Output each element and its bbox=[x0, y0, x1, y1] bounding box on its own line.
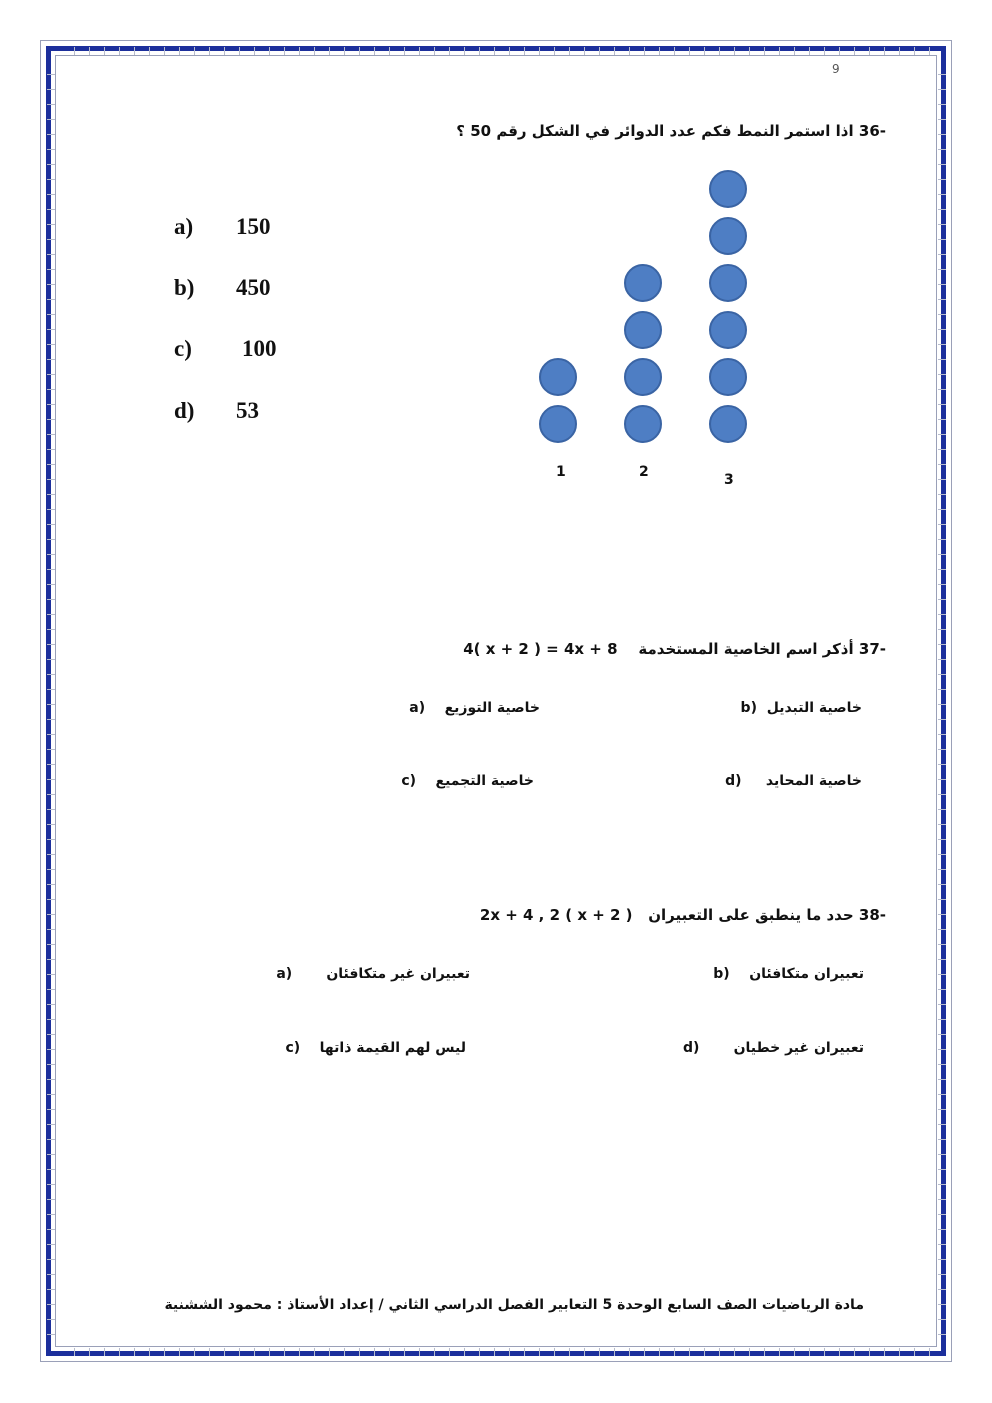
border-hatch-left bbox=[47, 60, 55, 1343]
choice-label: c) bbox=[174, 336, 192, 361]
border-hatch-bottom bbox=[60, 1348, 932, 1356]
option-d[interactable] bbox=[725, 773, 862, 789]
option-text: خاصية التوزيع bbox=[444, 700, 540, 716]
choice-value: 150 bbox=[236, 214, 271, 239]
option-text: خاصية التبديل bbox=[766, 700, 862, 716]
question-37-equation: 4( x + 2 ) = 4x + 8 bbox=[463, 640, 618, 658]
option-c[interactable] bbox=[401, 773, 534, 789]
pattern-circle bbox=[709, 217, 747, 255]
option-text: تعبيران متكافئان bbox=[749, 966, 864, 982]
choice-value: 450 bbox=[236, 275, 271, 300]
choice-label: b) bbox=[174, 275, 195, 300]
option-text: ليس لهم القيمة ذاتها bbox=[319, 1040, 466, 1056]
option-b[interactable] bbox=[741, 700, 862, 716]
question-36-text: اذا استمر النمط فكم عدد الدوائر في الشكل رقم 50 ؟ bbox=[456, 122, 854, 140]
border-hatch-right bbox=[938, 60, 946, 1343]
question-38-expressions: 2x + 4 , 2 ( x + 2 ) bbox=[479, 906, 633, 924]
option-text: خاصية التجميع bbox=[435, 773, 534, 789]
option-label: b) bbox=[713, 966, 730, 982]
option-a[interactable] bbox=[276, 966, 470, 982]
option-a[interactable] bbox=[409, 700, 540, 716]
option-text: تعبيران غير خطيان bbox=[733, 1040, 864, 1056]
pattern-circle bbox=[709, 405, 747, 443]
option-text: تعبيران غير متكافئان bbox=[326, 966, 470, 982]
figure-label-3: 3 bbox=[724, 472, 734, 488]
question-37 bbox=[463, 640, 886, 658]
option-label: d) bbox=[683, 1040, 700, 1056]
choice-a[interactable] bbox=[174, 214, 271, 240]
question-38 bbox=[480, 906, 886, 924]
choice-c[interactable] bbox=[174, 336, 277, 362]
option-d[interactable] bbox=[683, 1040, 864, 1056]
question-36 bbox=[456, 122, 886, 140]
option-label: a) bbox=[276, 966, 293, 982]
pattern-circle bbox=[709, 358, 747, 396]
option-label: c) bbox=[401, 773, 417, 789]
pattern-circle bbox=[709, 264, 747, 302]
option-c[interactable] bbox=[285, 1040, 466, 1056]
pattern-circle bbox=[709, 311, 747, 349]
option-label: c) bbox=[285, 1040, 301, 1056]
option-label: a) bbox=[409, 700, 426, 716]
pattern-circle bbox=[624, 311, 662, 349]
choice-value: 100 bbox=[242, 336, 277, 361]
question-36-number: 36- bbox=[858, 122, 886, 140]
question-37-text: أذكر اسم الخاصية المستخدمة bbox=[638, 640, 854, 658]
figure-label-1: 1 bbox=[556, 464, 566, 480]
pattern-circle bbox=[624, 358, 662, 396]
option-label: b) bbox=[740, 700, 757, 716]
pattern-circle bbox=[539, 358, 577, 396]
footer-text: مادة الرياضيات الصف السابع الوحدة 5 التعابير الفصل الدراسي الثاني / إعداد الأستاذ : محمود الششنية bbox=[164, 1297, 864, 1313]
choice-label: a) bbox=[174, 214, 194, 239]
choice-label: d) bbox=[174, 398, 195, 423]
page-number: 9 bbox=[832, 62, 840, 76]
question-38-text: حدد ما ينطبق على التعبيران bbox=[648, 906, 854, 924]
border-hatch-top bbox=[60, 47, 932, 55]
question-38-number: 38- bbox=[858, 906, 886, 924]
pattern-circle bbox=[624, 264, 662, 302]
choice-value: 53 bbox=[236, 398, 259, 423]
choice-d[interactable] bbox=[174, 398, 259, 424]
option-label: d) bbox=[725, 773, 742, 789]
question-37-number: 37- bbox=[858, 640, 886, 658]
pattern-circle bbox=[539, 405, 577, 443]
option-b[interactable] bbox=[713, 966, 864, 982]
choice-b[interactable] bbox=[174, 275, 271, 301]
figure-label-2: 2 bbox=[639, 464, 649, 480]
option-text: خاصية المحايد bbox=[765, 773, 862, 789]
pattern-circle bbox=[624, 405, 662, 443]
pattern-circle bbox=[709, 170, 747, 208]
